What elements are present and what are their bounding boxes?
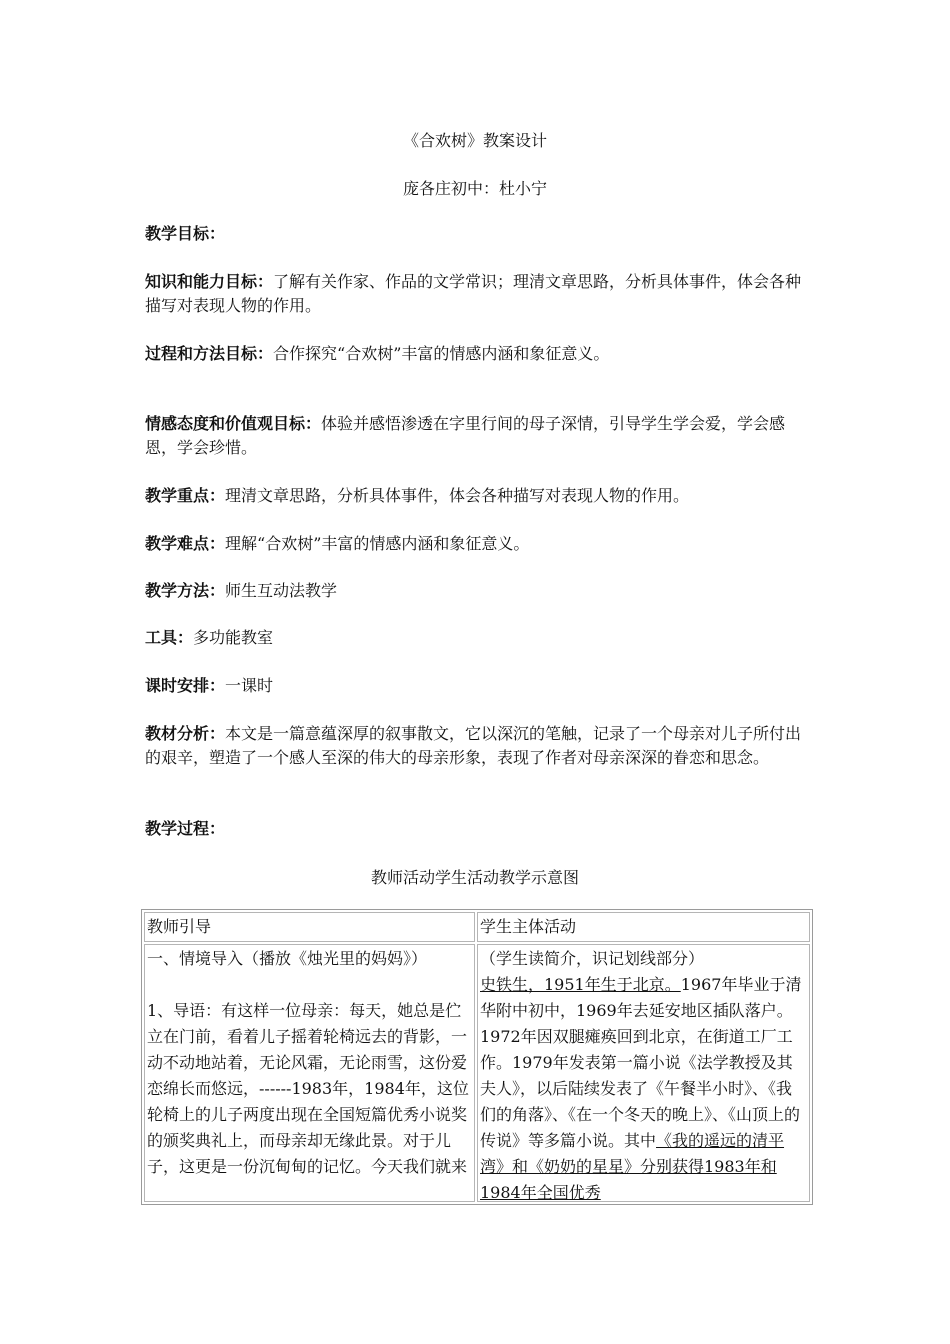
teaching-tools-label: 工具： bbox=[145, 628, 194, 647]
emotion-goal bbox=[145, 412, 813, 460]
underlined-awards-info: 《我的遥远的清平湾》和《奶奶的星星》分别获得1983年和1984年全国优秀 bbox=[480, 1131, 785, 1200]
teaching-method bbox=[145, 579, 813, 603]
process-goal-text: 合作探究“合欢树”丰富的情感内涵和象征意义。 bbox=[273, 344, 610, 363]
student-bio-text bbox=[480, 972, 807, 1200]
teaching-difficulty-label: 教学难点： bbox=[145, 534, 226, 553]
teaching-tools bbox=[145, 626, 813, 650]
process-heading-text: 教学过程： bbox=[145, 819, 226, 838]
teaching-key-point-text: 理清文章思路，分析具体事件，体会各种描写对表现人物的作用。 bbox=[225, 486, 690, 505]
teacher-intro-line: 一、情境导入（播放《烛光里的妈妈》） bbox=[147, 949, 428, 968]
knowledge-goal-text: 了解有关作家、作品的文学常识；理清文章思路，分析具体事件，体会各种描写对表现人物的作用。 bbox=[145, 272, 802, 315]
process-goal-label: 过程和方法目标： bbox=[145, 344, 274, 363]
teacher-intro-body: 1、导语：有这样一位母亲：每天，她总是伫立在门前，看着儿子摇着轮椅远去的背影，一动不动地站着，无论风霜，无论雨雪，这份爱恋绵长而悠远，------1983年，1984年，这位轮椅上的儿子两度出现在全国短篇优秀小说奖的颁奖典礼上，而母亲却无缘此景。对于儿子，这更是一份沉甸甸的记忆。今天我们就来 bbox=[147, 1001, 469, 1176]
teaching-key-point-label: 教学重点： bbox=[145, 486, 226, 505]
class-schedule-text: 一课时 bbox=[225, 676, 274, 695]
knowledge-goal-label: 知识和能力目标： bbox=[145, 272, 274, 291]
material-analysis-text: 本文是一篇意蕴深厚的叙事散文，它以深沉的笔触，记录了一个母亲对儿子所付出的艰辛，塑造了一个感人至深的伟大的母亲形象，表现了作者对母亲深深的眷恋和思念。 bbox=[145, 724, 802, 767]
class-schedule-label: 课时安排： bbox=[145, 676, 226, 695]
teaching-difficulty-text: 理解“合欢树”丰富的情感内涵和象征意义。 bbox=[225, 534, 530, 553]
teaching-difficulty bbox=[145, 532, 813, 556]
table-header-teacher: 教师引导 bbox=[144, 912, 475, 942]
process-heading bbox=[145, 817, 813, 841]
student-activity-cell bbox=[477, 944, 810, 1202]
teacher-activity-cell bbox=[144, 944, 475, 1202]
goals-heading bbox=[145, 222, 813, 246]
knowledge-goal bbox=[145, 270, 813, 318]
material-analysis bbox=[145, 722, 813, 770]
teaching-method-label: 教学方法： bbox=[145, 581, 226, 600]
author-line: 庞各庄初中：杜小宁 bbox=[402, 179, 547, 198]
teaching-tools-text: 多功能教室 bbox=[193, 628, 274, 647]
emotion-goal-text: 体验并感悟渗透在字里行间的母子深情，引导学生学会爱，学会感恩，学会珍惜。 bbox=[145, 414, 786, 457]
goals-heading-text: 教学目标： bbox=[145, 224, 226, 243]
underlined-birth-info: 史铁生，1951年生于北京。 bbox=[480, 975, 681, 994]
student-instruction-line: （学生读简介，识记划线部分） bbox=[480, 949, 705, 968]
class-schedule bbox=[145, 674, 813, 698]
teaching-key-point bbox=[145, 484, 813, 508]
teaching-method-text: 师生互动法教学 bbox=[225, 581, 338, 600]
table-row bbox=[144, 944, 810, 1202]
table-header-row bbox=[144, 912, 810, 942]
teaching-process-table bbox=[141, 909, 813, 1205]
bio-middle-text: 1967年毕业于清华附中初中，1969年去延安地区插队落户。1972年因双腿瘫痪回到北京，在街道工厂工作。1979年发表第一篇小说《法学教授及其夫人》，以后陆续发表了《午餐半小时》、《我们的角落》、《在一个冬天的晚上》、《山顶上的传说》等多篇小说。其中 bbox=[480, 975, 802, 1150]
diagram-title: 教师活动学生活动教学示意图 bbox=[370, 868, 579, 887]
document-title: 《合欢树》教案设计 bbox=[402, 131, 547, 150]
emotion-goal-label: 情感态度和价值观目标： bbox=[145, 414, 322, 433]
material-analysis-label: 教材分析： bbox=[145, 724, 226, 743]
process-goal bbox=[145, 342, 813, 366]
table-header-student: 学生主体活动 bbox=[477, 912, 810, 942]
